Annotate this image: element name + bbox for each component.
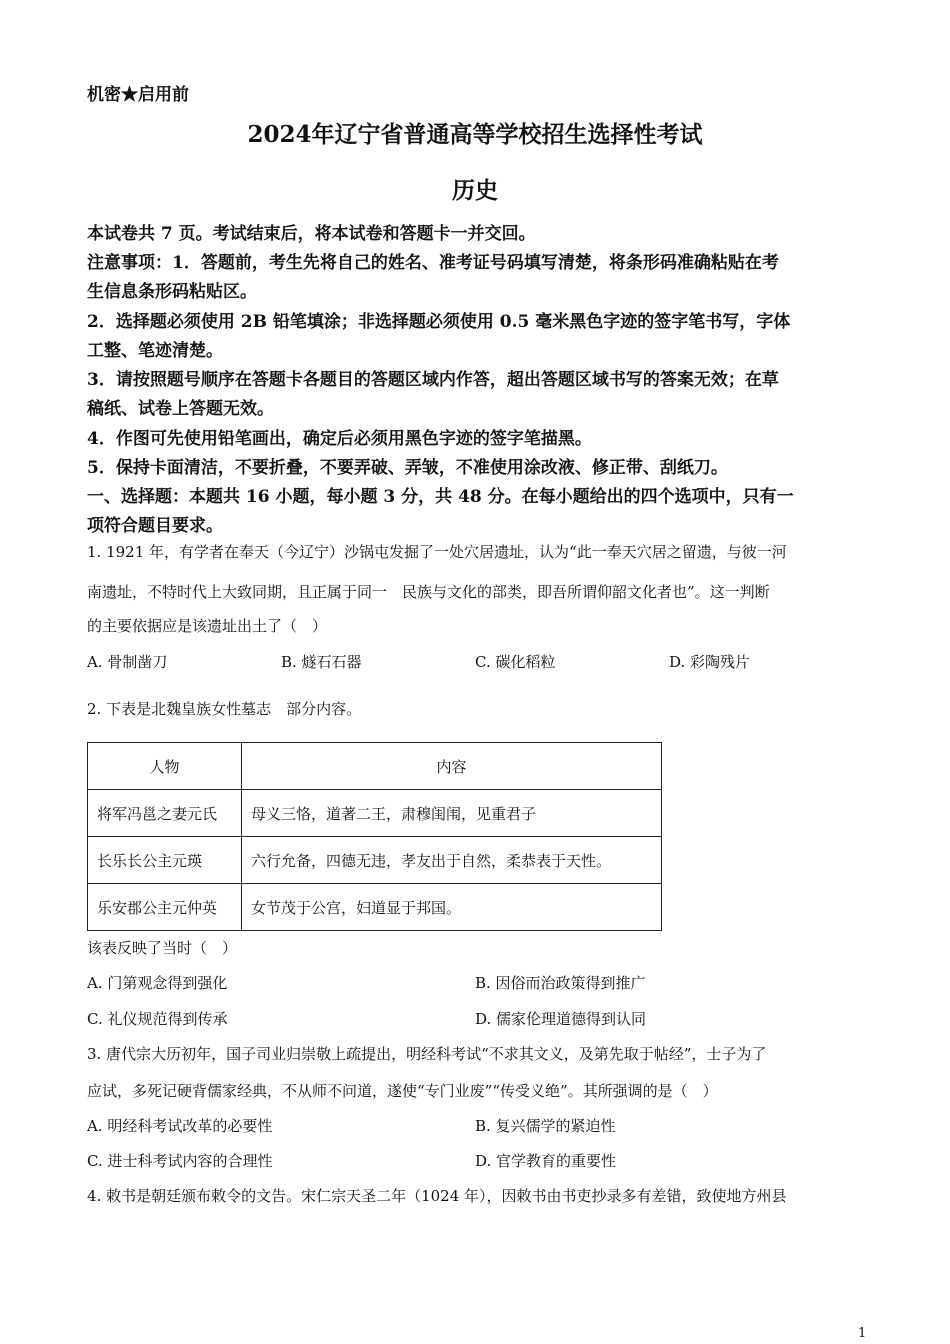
question-1-text: 的主要依据应是该遗址出土了（ ） — [87, 617, 328, 635]
table-row — [88, 884, 662, 931]
exam-title: 2024年辽宁省普通高等学校招生选择性考试 — [247, 121, 703, 148]
question-3-text: 应试，多死记硬背儒家经典，不从师不问道，遂使“专门业废”“传受义绝”。其所强调的是（ ） — [87, 1082, 718, 1100]
epitaph-table — [87, 742, 662, 931]
instruction-line: 工整、笔迹清楚。 — [87, 341, 223, 361]
instruction-line: 本试卷共 7 页。考试结束后，将本试卷和答题卡一并交回。 — [87, 224, 536, 244]
instruction-line: 生信息条形码粘贴区。 — [87, 282, 257, 302]
question-2-option-d[interactable]: D. 儒家伦理道德得到认同 — [475, 1010, 647, 1028]
table-header-cell: 内容 — [242, 743, 662, 790]
question-3-option-d[interactable]: D. 官学教育的重要性 — [475, 1152, 617, 1170]
table-row — [88, 837, 662, 884]
question-2-option-c[interactable]: C. 礼仪规范得到传承 — [87, 1010, 228, 1028]
instruction-line: 3．请按照题号顺序在答题卡各题目的答题区域内作答，超出答题区域书写的答案无效；在草 — [87, 370, 779, 390]
table-row — [88, 790, 662, 837]
question-4-text: 4. 敕书是朝廷颁布敕令的文告。宋仁宗天圣二年（1024 年），因敕书由书吏抄录多有差错，致使地方州县 — [87, 1187, 787, 1205]
table-cell: 女节茂于公宫，妇道显于邦国。 — [242, 884, 662, 931]
instruction-line: 4．作图可先使用铅笔画出，确定后必须用黑色字迹的签字笔描黑。 — [87, 429, 592, 449]
question-1-option-c[interactable]: C. 碳化稻粒 — [475, 653, 556, 671]
confidential-label: 机密★启用前 — [87, 85, 189, 105]
section-heading: 项符合题目要求。 — [87, 516, 223, 536]
table-cell: 六行允备，四德无违，孝友出于自然，柔恭表于天性。 — [242, 837, 662, 884]
question-2-option-b[interactable]: B. 因俗而治政策得到推广 — [475, 974, 646, 992]
table-cell: 长乐长公主元瑛 — [88, 837, 242, 884]
section-heading: 一、选择题：本题共 16 小题，每小题 3 分，共 48 分。在每小题给出的四个选项中，只有一 — [87, 487, 794, 507]
instruction-line: 注意事项：1．答题前，考生先将自己的姓名、准考证号码填写清楚，将条形码准确粘贴在考 — [87, 253, 779, 273]
page-number: 1 — [858, 1326, 867, 1341]
question-3-option-a[interactable]: A. 明经科考试改革的必要性 — [87, 1117, 273, 1135]
table-cell: 乐安郡公主元仲英 — [88, 884, 242, 931]
question-3-option-c[interactable]: C. 进士科考试内容的合理性 — [87, 1152, 273, 1170]
table-header-row — [88, 743, 662, 790]
table-cell: 母义三恪，道著二王，肃穆闺闱，见重君子 — [242, 790, 662, 837]
question-1-option-a[interactable]: A. 骨制凿刀 — [87, 653, 168, 671]
instruction-line: 稿纸、试卷上答题无效。 — [87, 399, 274, 419]
subject-title: 历史 — [452, 177, 498, 204]
question-2-question: 该表反映了当时（ ） — [87, 939, 238, 957]
question-1-text: 南遗址，不特时代上大致同期，且正属于同一 民族与文化的部类，即吾所谓仰韶文化者也”。这一判断 — [87, 583, 770, 601]
question-3-option-b[interactable]: B. 复兴儒学的紧迫性 — [475, 1117, 616, 1135]
instruction-line: 5．保持卡面清洁，不要折叠，不要弄破、弄皱，不准使用涂改液、修正带、刮纸刀。 — [87, 458, 728, 478]
table-cell: 将军冯邕之妻元氏 — [88, 790, 242, 837]
question-3-text: 3. 唐代宗大历初年，国子司业归崇敬上疏提出，明经科考试“不求其文义，及第先取于帖经”，士子为了 — [87, 1045, 767, 1063]
question-2-stem: 2. 下表是北魏皇族女性墓志 部分内容。 — [87, 700, 362, 718]
question-1-text: 1. 1921 年，有学者在奉天（今辽宁）沙锅屯发掘了一处穴居遗址，认为“此一奉天穴居之留遗，与彼一河 — [87, 543, 787, 561]
question-1-option-d[interactable]: D. 彩陶残片 — [669, 653, 751, 671]
instruction-line: 2．选择题必须使用 2B 铅笔填涂；非选择题必须使用 0.5 毫米黑色字迹的签字笔书写，字体 — [87, 312, 791, 332]
question-1-option-b[interactable]: B. 燧石石器 — [281, 653, 362, 671]
table-header-cell: 人物 — [88, 743, 242, 790]
question-2-option-a[interactable]: A. 门第观念得到强化 — [87, 974, 228, 992]
